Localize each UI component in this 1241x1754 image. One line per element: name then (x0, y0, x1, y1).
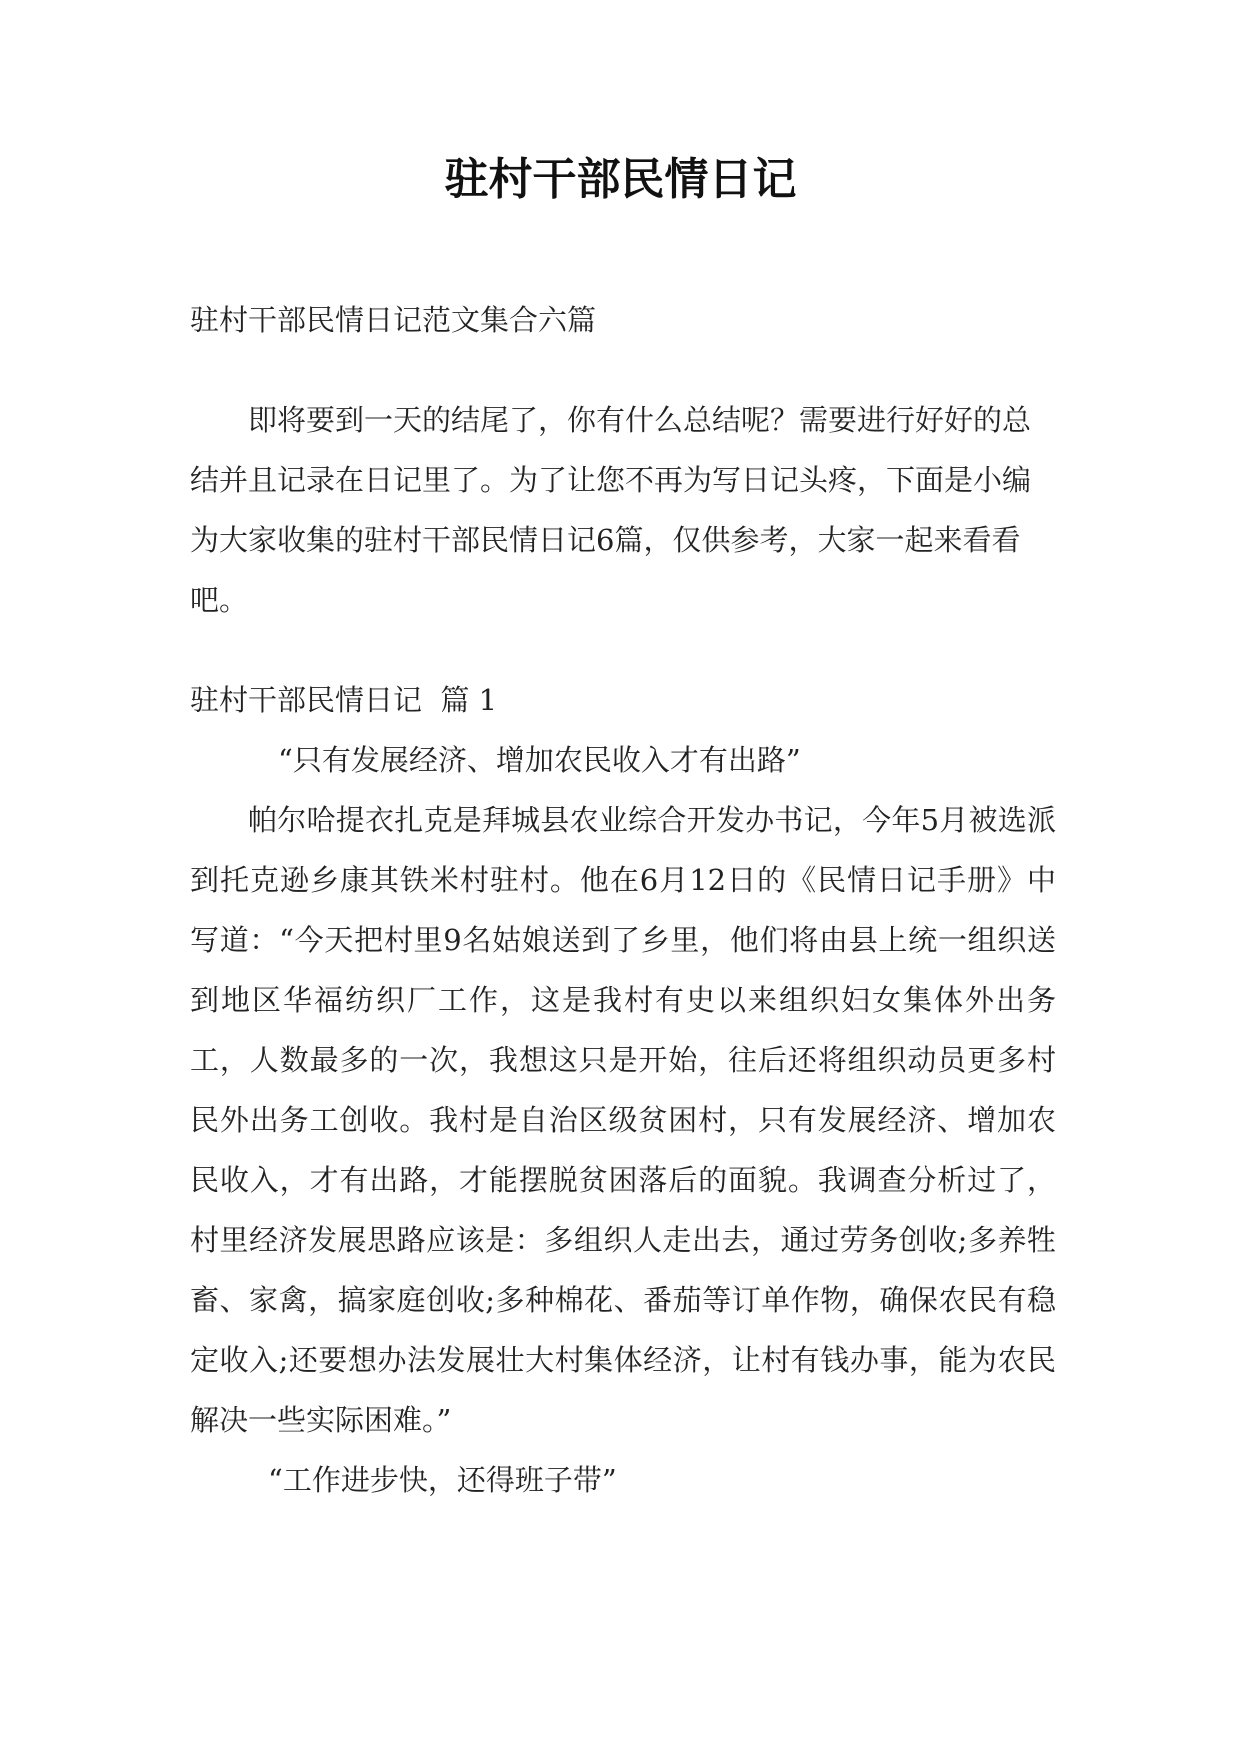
document-body (190, 290, 1056, 1510)
body-paragraph: 帕尔哈提衣扎克是拜城县农业综合开发办书记，今年5月被选派到托克逊乡康其铁米村驻村。他在6月12日的《民情日记手册》中写道：“今天把村里9名姑娘送到了乡里，他们将由县上统一组织送到地区华福纺织厂工作，这是我村有史以来组织妇女集体外出务工，人数最多的一次，我想这只是开始，往后还将组织动员更多村民外出务工创收。我村是自治区级贫困村，只有发展经济、增加农民收入，才有出路，才能摆脱贫困落后的面貌。我调查分析过了，村里经济发展思路应该是：多组织人走出去，通过劳务创收;多养牲畜、家禽，搞家庭创收;多种棉花、番茄等订单作物，确保农民有稳定收入;还要想办法发展壮大村集体经济，让村有钱办事，能为农民解决一些实际困难。” (190, 803, 1056, 1437)
intro-paragraph: 即将要到一天的结尾了，你有什么总结呢？需要进行好好的总结并且记录在日记里了。为了让您不再为写日记头疼，下面是小编为大家收集的驻村干部民情日记6篇，仅供参考，大家一起来看看吧。 (190, 403, 1032, 617)
section-quote-2: “工作进步快，还得班子带” (268, 1463, 617, 1497)
chapter-heading: 驻村干部民情日记 篇 1 (190, 683, 498, 717)
document-subtitle: 驻村干部民情日记范文集合六篇 (190, 303, 597, 337)
section-quote-1: “只有发展经济、增加农民收入才有出路” (278, 743, 801, 777)
document-title: 驻村干部民情日记 (444, 154, 797, 205)
